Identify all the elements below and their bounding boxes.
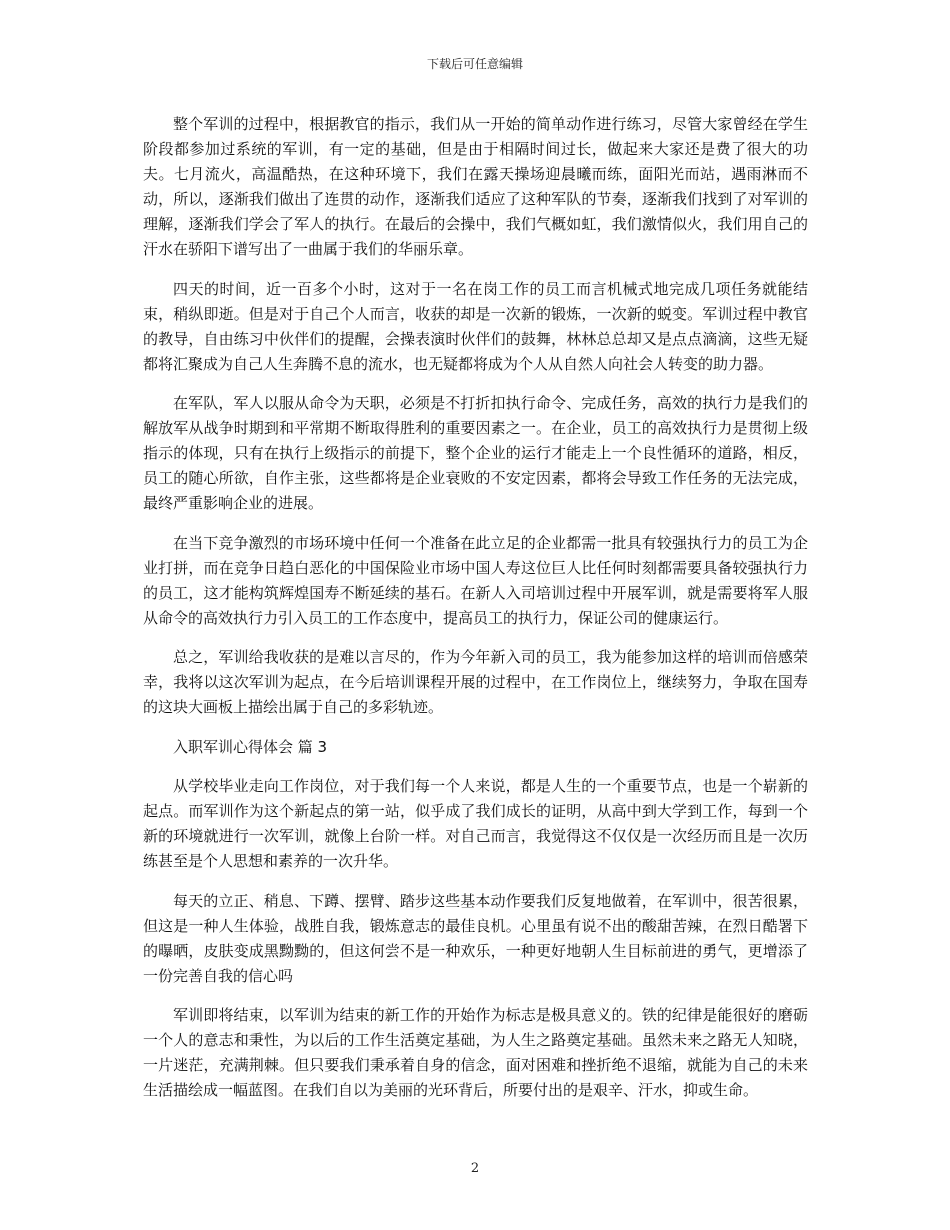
section-heading: 入职军训心得体会 篇 3	[173, 737, 328, 756]
paragraph: 整个军训的过程中，根据教官的指示，我们从一开始的简单动作进行练习，尽管大家曾经在学生阶段都参加过系统的军训，有一定的基础，但是由于相隔时间过长，做起来大家还是费了很大的功夫。七月流火，高温酷热，在这种环境下，我们在露天操场迎晨曦而练，面阳光而站，遇雨淋而不动，所以，逐渐我们做出了连贯的动作，逐渐我们适应了这种军队的节奏，逐渐我们找到了对军训的理解，逐渐我们学会了军人的执行。在最后的会操中，我们气概如虹，我们激情似火，我们用自己的汗水在骄阳下谱写出了一曲属于我们的华丽乐章。	[143, 115, 808, 258]
paragraph: 在军队，军人以服从命令为天职，必须是不打折扣执行命令、完成任务，高效的执行力是我们的解放军从战争时期到和平常期不断取得胜利的重要因素之一。在企业，员工的高效执行力是贯彻上级指示的体现，只有在执行上级指示的前提下，整个企业的运行才能走上一个良性循环的道路，相反，员工的随心所欲，自作主张，这些都将是企业衰败的不安定因素，都将会导致工作任务的无法完成，最终严重影响企业的进展。	[143, 394, 808, 512]
page-header: 下载后可任意编辑	[426, 57, 523, 71]
paragraph: 在当下竞争激烈的市场环境中任何一个准备在此立足的企业都需一批具有较强执行力的员工为企业打拼，而在竞争日趋白恶化的中国保险业市场中国人寿这位巨人比任何时刻都需要具备较强执行力的员工，这才能构筑辉煌国寿不断延续的基石。在新人入司培训过程中开展军训，就是需要将军人服从命令的高效执行力引入员工的工作态度中，提高员工的执行力，保证公司的健康运行。	[143, 533, 808, 627]
paragraph: 军训即将结束，以军训为结束的新工作的开始作为标志是极具意义的。铁的纪律是能很好的磨砺一个人的意志和秉性，为以后的工作生活奠定基础，为人生之路奠定基础。虽然未来之路无人知晓，一片迷茫，充满荆棘。但只要我们秉承着自身的信念，面对困难和挫折绝不退缩，就能为自己的未来生活描绘成一幅蓝图。在我们自以为美丽的光环背后，所要付出的是艰辛、汗水，抑或生命。	[143, 1006, 808, 1099]
paragraph: 四天的时间，近一百多个小时，这对于一名在岗工作的员工而言机械式地完成几项任务就能结束，稍纵即逝。但是对于自己个人而言，收获的却是一次新的锻炼，一次新的蜕变。军训过程中教官的教导，自由练习中伙伴们的提醒，会操表演时伙伴们的鼓舞，林林总总却又是点点滴滴，这些无疑都将汇聚成为自己人生奔腾不息的流水，也无疑都将成为个人从自然人向社会人转变的助力器。	[143, 279, 808, 373]
paragraph: 从学校毕业走向工作岗位，对于我们每一个人来说，都是人生的一个重要节点，也是一个崭新的起点。而军训作为这个新起点的第一站，似乎成了我们成长的证明，从高中到大学到工作，每到一个新的环境就进行一次军训，就像上台阶一样。对自己而言，我觉得这不仅仅是一次经历而且是一次历练甚至是个人思想和素养的一次升华。	[143, 777, 808, 870]
paragraph: 总之，军训给我收获的是难以言尽的，作为今年新入司的员工，我为能参加这样的培训而倍感荣幸，我将以这次军训为起点，在今后培训课程开展的过程中，在工作岗位上，继续努力，争取在国寿的这块大画板上描绘出属于自己的多彩轨迹。	[143, 648, 808, 716]
document-body	[143, 112, 808, 1118]
page-number: 2	[470, 1161, 480, 1176]
paragraph: 每天的立正、稍息、下蹲、摆臂、踏步这些基本动作要我们反复地做着，在军训中，很苦很累，但这是一种人生体验，战胜自我，锻炼意志的最佳良机。心里虽有说不出的酸甜苦辣，在烈日酷署下的曝晒，皮肤变成黑黝黝的，但这何尝不是一种欢乐，一种更好地朝人生目标前进的勇气，更增添了一份完善自我的信心吗	[143, 891, 808, 985]
